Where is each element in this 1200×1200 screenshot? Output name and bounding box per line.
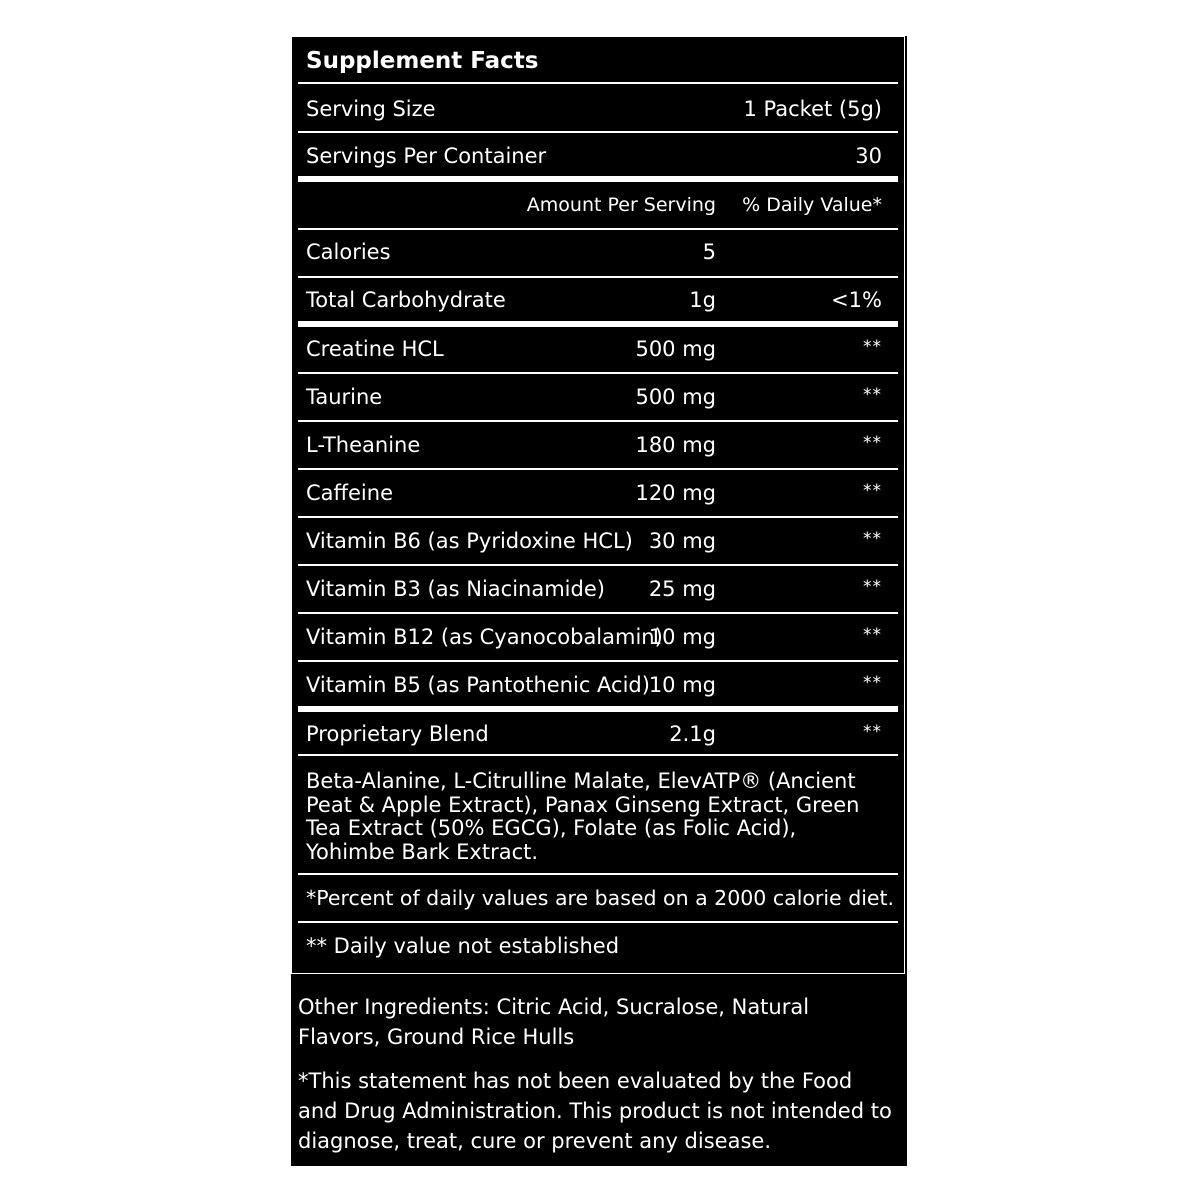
column-header-row — [298, 185, 898, 230]
blend-contents-row — [298, 758, 898, 875]
ingredient-name: Vitamin B3 (as Niacinamide) — [306, 577, 605, 601]
ingredient-row — [298, 473, 898, 518]
ingredient-daily-value: ** — [863, 673, 882, 693]
servings-per-container-label: Servings Per Container — [306, 144, 547, 168]
ingredient-row — [298, 617, 898, 662]
nutrient-row — [298, 280, 898, 327]
nutrient-row — [298, 232, 898, 278]
ingredient-daily-value: ** — [863, 337, 882, 357]
nutrient-name: Total Carbohydrate — [306, 288, 506, 312]
ingredient-name: Caffeine — [306, 481, 393, 505]
ingredient-name: Vitamin B12 (as Cyanocobalamin) — [306, 625, 663, 649]
ingredient-daily-value: ** — [863, 529, 882, 549]
title-row — [298, 42, 898, 84]
ingredient-amount: 500 mg — [635, 337, 716, 361]
fda-disclaimer: *This statement has not been evaluated by the Food and Drug Administration. This product is not intended to diagnose, treat, cure or prevent any disease. — [298, 1069, 892, 1153]
ingredient-name: Taurine — [306, 385, 383, 409]
daily-value-header: % Daily Value* — [742, 194, 882, 216]
footnote-row — [298, 877, 898, 923]
ingredient-row — [298, 377, 898, 422]
ingredient-daily-value: ** — [863, 481, 882, 501]
ingredient-amount: 10 mg — [648, 625, 716, 649]
ingredient-row — [298, 569, 898, 614]
ingredient-amount: 180 mg — [635, 433, 716, 457]
ingredient-row — [298, 425, 898, 470]
amount-per-serving-header: Amount Per Serving — [526, 194, 716, 216]
ingredient-row — [298, 329, 898, 374]
ingredient-amount: 500 mg — [635, 385, 716, 409]
ingredient-daily-value: ** — [863, 385, 882, 405]
ingredient-name: Vitamin B6 (as Pyridoxine HCL) — [306, 529, 633, 553]
ingredient-row — [298, 521, 898, 566]
ingredient-name: L-Theanine — [306, 433, 421, 457]
ingredient-name: Creatine HCL — [306, 337, 444, 361]
nutrient-name: Calories — [306, 240, 391, 264]
ingredient-daily-value: ** — [863, 577, 882, 597]
blend-amount: 2.1g — [669, 722, 716, 746]
proprietary-blend-row — [298, 714, 898, 756]
ingredient-daily-value: ** — [863, 433, 882, 453]
nutrient-amount: 1g — [689, 288, 716, 312]
ingredient-amount: 120 mg — [635, 481, 716, 505]
blend-name: Proprietary Blend — [306, 722, 489, 746]
ingredient-row — [298, 665, 898, 712]
nutrient-daily-value: <1% — [831, 288, 882, 312]
nutrient-amount: 5 — [702, 240, 716, 264]
servings-per-container-row — [298, 135, 898, 182]
ingredient-amount: 30 mg — [648, 529, 716, 553]
ingredient-amount: 25 mg — [648, 577, 716, 601]
serving-size-label: Serving Size — [306, 97, 436, 121]
blend-daily-value: ** — [863, 722, 882, 742]
ingredient-daily-value: ** — [863, 625, 882, 645]
other-ingredients: Other Ingredients: Citric Acid, Sucralose, Natural Flavors, Ground Rice Hulls — [298, 995, 810, 1049]
not-established-footnote: ** Daily value not established — [306, 934, 620, 958]
serving-size-value: 1 Packet (5g) — [743, 97, 882, 121]
servings-per-container-value: 30 — [855, 144, 882, 168]
blend-contents: Beta-Alanine, L-Citrulline Malate, ElevATP® (Ancient Peat & Apple Extract), Panax Ginseng Extract, Green Tea Extract (50% EGCG), Folate (as Folic Acid), Yohimbe Bark Extract. — [306, 769, 860, 864]
label-title: Supplement Facts — [306, 48, 539, 74]
daily-value-footnote: *Percent of daily values are based on a 2000 calorie diet. — [306, 886, 895, 910]
serving-size-row — [298, 87, 898, 133]
ingredient-amount: 10 mg — [648, 673, 716, 697]
ingredient-name: Vitamin B5 (as Pantothenic Acid) — [306, 673, 650, 697]
footnote-row — [298, 925, 898, 969]
